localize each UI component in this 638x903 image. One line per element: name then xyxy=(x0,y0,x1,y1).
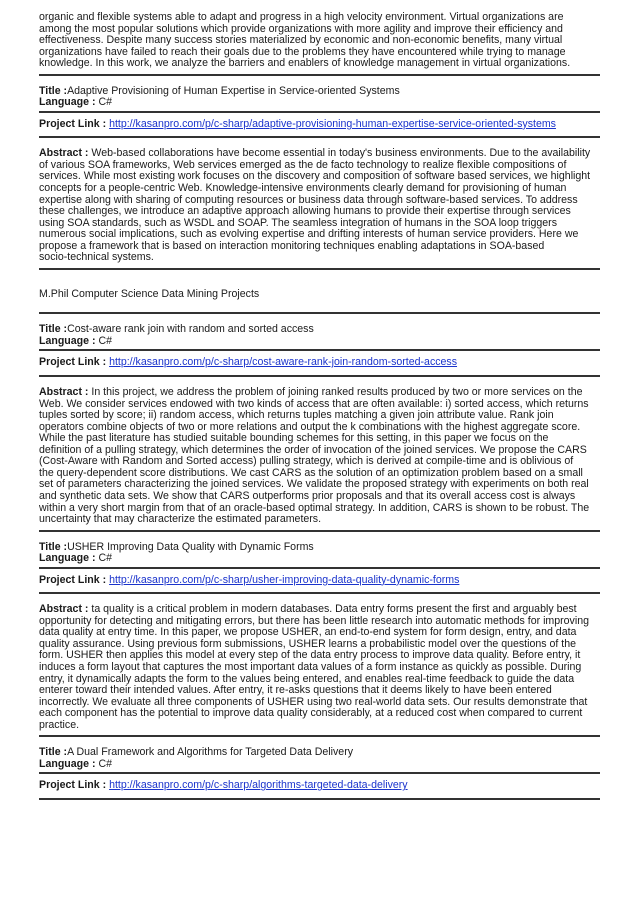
language-label: Language : xyxy=(39,334,99,347)
text-line: ta quality is a critical problem in modern databases. Data entry forms present the first and arguably best xyxy=(91,603,577,616)
project-link-label: Project Link : xyxy=(39,573,110,586)
language-label: Language : xyxy=(39,757,99,770)
project-link[interactable]: http://kasanpro.com/p/c-sharp/cost-aware-rank-join-random-sorted-access xyxy=(109,356,458,369)
text-line: incorrectly. We evaluate all three components of USHER using two real-world data sets. Our results demonstrate that xyxy=(39,695,588,708)
project-language: C# xyxy=(98,552,112,565)
text-line: tuples sorted by score; ii) random access, which returns tuples matching a given join attribute value. Rank join xyxy=(39,409,554,422)
intro-paragraph xyxy=(39,12,600,70)
text-line: knowledge. In this work, we analyze the barriers and enablers of knowledge management in virtual organizations. xyxy=(39,57,571,70)
project-link-label: Project Link : xyxy=(39,117,110,130)
abstract-label: Abstract : xyxy=(39,147,92,160)
text-line: services. While most existing work focuses on the discovery and composition of software based services, we highlight xyxy=(39,170,591,183)
project-link[interactable]: http://kasanpro.com/p/c-sharp/usher-improving-data-quality-dynamic-forms xyxy=(109,573,460,586)
project-title: A Dual Framework and Algorithms for Targeted Data Delivery xyxy=(67,746,354,759)
text-line: data quality at entry time. In this paper, we propose USHER, an end-to-end system for form design, entry, and data xyxy=(39,626,577,639)
text-line: numerous social implications, such as evolving expertise and drifting interests of human service providers. Here we xyxy=(39,228,579,241)
text-line: operators combine objects of two or more relations and output the k combinations with the highest aggregate score. xyxy=(39,420,581,433)
text-line: effectiveness. Despite many success stories materialized by economic and non-economic benefits, many virtual xyxy=(39,34,563,47)
divider xyxy=(39,798,600,800)
project-language: C# xyxy=(98,334,112,347)
abstract-paragraph xyxy=(39,387,600,526)
divider xyxy=(39,74,600,76)
text-line: propose a framework that is based on interaction monitoring techniques enabling adaptations in SOA-based xyxy=(39,239,545,252)
text-line: and synthetic data sets. We show that CARS outperforms prior proposals and that its overall access cost is always xyxy=(39,489,576,502)
title-label: Title : xyxy=(39,540,68,553)
divider xyxy=(39,136,600,138)
text-line: form. USHER then applies this model at every step of the data entry process to improve data quality. Before entry, it xyxy=(39,649,581,662)
text-line: expertise along with sharing of computing resources or business data through software-based services. To address xyxy=(39,193,578,206)
title-label: Title : xyxy=(39,84,68,97)
language-label: Language : xyxy=(39,552,99,565)
project-link-row xyxy=(39,119,600,131)
text-line: quality assurance. Using previous form submissions, USHER learns a probabilistic model over the questions of the xyxy=(39,637,577,650)
project-link-row xyxy=(39,357,600,369)
category-heading: M.Phil Computer Science Data Mining Projects xyxy=(39,287,260,300)
project-link-label: Project Link : xyxy=(39,356,110,369)
abstract-paragraph xyxy=(39,604,600,731)
title-label: Title : xyxy=(39,746,68,759)
text-line: within a very short margin from that of an oracle-based optimal strategy. In addition, CARS is shown to be robust. The xyxy=(39,501,590,514)
divider xyxy=(39,567,600,569)
text-line: the query-dependent score distributions. We cast CARS as the solution of an optimization problem based on a small xyxy=(39,466,583,479)
project-link[interactable]: http://kasanpro.com/p/c-sharp/adaptive-provisioning-human-expertise-service-oriented-systems xyxy=(109,117,556,130)
project-header xyxy=(39,324,600,347)
text-line: opportunity for detecting and mitigating errors, but there has been little research into automatic methods for improving xyxy=(39,614,589,627)
divider xyxy=(39,111,600,113)
project-header xyxy=(39,86,600,109)
abstract-label: Abstract : xyxy=(39,386,92,399)
divider xyxy=(39,735,600,737)
divider xyxy=(39,268,600,270)
text-line: induces a form layout that captures the most important data values of a form instance as quickly as possible. During xyxy=(39,660,582,673)
project-title: USHER Improving Data Quality with Dynamic Forms xyxy=(67,540,314,553)
text-line: practice. xyxy=(39,718,80,731)
text-line: definition of a pulling strategy, which determines the order of invocation of the joined services. We propose the CARS xyxy=(39,443,587,456)
text-line: of various SOA frameworks, Web services emerged as the de facto technology to realize flexible compositions of xyxy=(39,158,567,171)
project-link-label: Project Link : xyxy=(39,779,110,792)
text-line: entry, it dynamically adapts the form to the values being entered, and enables real-time feedback to guide the data xyxy=(39,672,575,685)
abstract-paragraph xyxy=(39,148,600,263)
language-label: Language : xyxy=(39,96,99,109)
text-line: uncertainty that may characterize the estimated parameters. xyxy=(39,513,322,526)
project-title: Adaptive Provisioning of Human Expertise in Service-oriented Systems xyxy=(67,84,400,97)
project-link-row xyxy=(39,780,600,792)
text-line: enterer toward their intended values. After entry, it re-asks questions that it deems likely to have been entered xyxy=(39,684,552,697)
divider xyxy=(39,375,600,377)
project-header xyxy=(39,747,600,770)
abstract-label: Abstract : xyxy=(39,603,92,616)
text-line: Web. We consider services endowed with two kinds of access that are often available: i) sorted access, which returns xyxy=(39,397,589,410)
text-line: organizations have failed to reach their goals due to the problems they have encountered while trying to manage xyxy=(39,45,566,58)
divider xyxy=(39,772,600,774)
text-line: using SOA standards, such as WSDL and SOAP. The seamless integration of humans in the SOA loop triggers xyxy=(39,216,558,229)
divider xyxy=(39,592,600,594)
project-language: C# xyxy=(98,96,112,109)
project-link[interactable]: http://kasanpro.com/p/c-sharp/algorithms-targeted-data-delivery xyxy=(109,779,408,792)
text-line: organic and flexible systems able to adapt and progress in a high velocity environment. Virtual organizations are xyxy=(39,11,564,23)
text-line: Web-based collaborations have become essential in today's business environments. Due to the availability xyxy=(91,147,591,160)
title-label: Title : xyxy=(39,323,68,336)
project-link-row xyxy=(39,575,600,587)
text-line: concepts for a people-centric Web. Knowledge-intensive environments clearly demand for provisioning of human xyxy=(39,182,567,195)
text-line: In this project, we address the problem of joining ranked results produced by two or more services on the xyxy=(91,386,583,399)
text-line: each component has the potential to improve data quality considerably, at a reduced cost when compared to current xyxy=(39,707,583,720)
text-line: among the most popular solutions which provide organizations with more agility and improve their efficiency and xyxy=(39,22,563,35)
divider xyxy=(39,312,600,314)
project-language: C# xyxy=(98,757,112,770)
divider xyxy=(39,530,600,532)
text-line: set of parameters characterizing the joined services. We validate the proposed strategy with experiments on both real xyxy=(39,478,589,491)
divider xyxy=(39,349,600,351)
document-page xyxy=(39,12,600,800)
project-header xyxy=(39,542,600,565)
text-line: (Cost-Aware with Random and Sorted access) pulling strategy, which is derived at compile-time and is oblivious of xyxy=(39,455,574,468)
text-line: socio-technical systems. xyxy=(39,251,154,264)
text-line: these challenges, we introduce an adaptive approach allowing humans to provide their expertise through services xyxy=(39,205,571,218)
project-title: Cost-aware rank join with random and sorted access xyxy=(67,323,314,336)
text-line: While the past literature has studied suitable bounding schemes for this setting, in this paper we focus on the xyxy=(39,432,549,445)
